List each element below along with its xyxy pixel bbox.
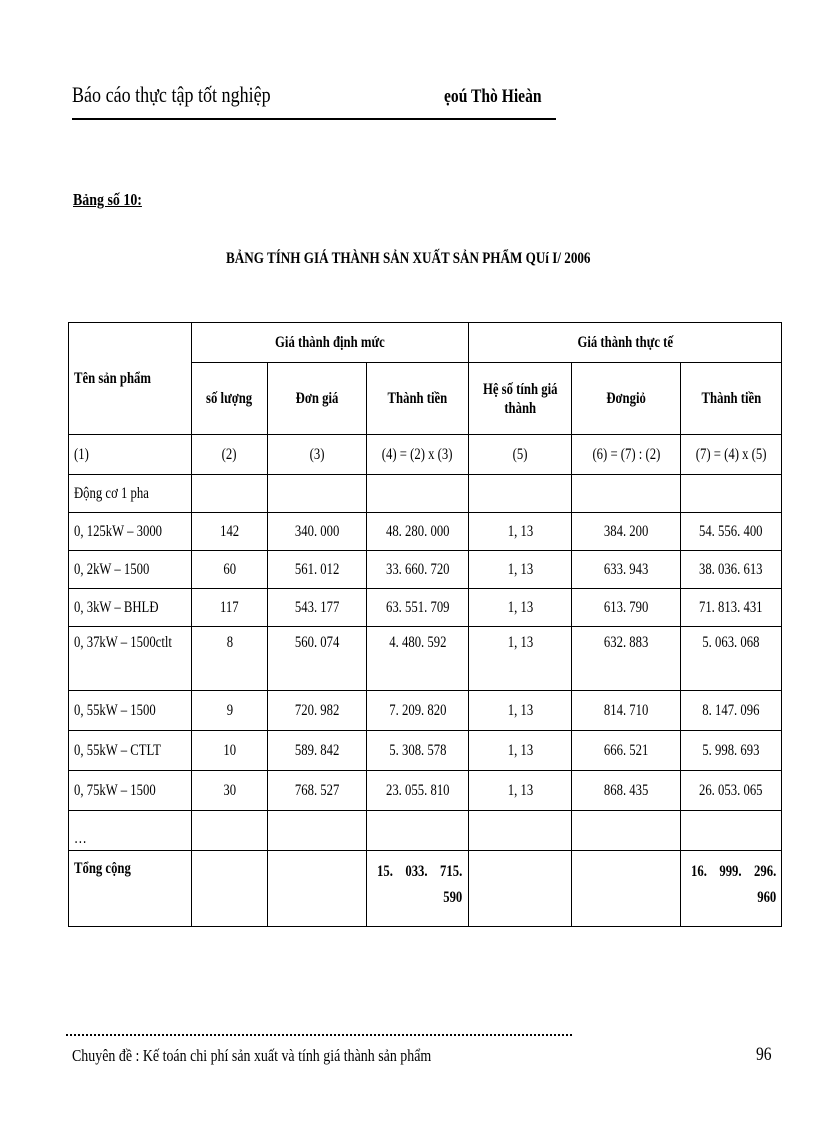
col-header-unit-price: Đơn giá bbox=[268, 363, 367, 435]
index-cell: (3) bbox=[268, 435, 367, 475]
coef-cell: 1, 13 bbox=[469, 589, 572, 627]
actual-amount-cell: 71. 813. 431 bbox=[681, 589, 782, 627]
product-name: 0, 3kW – BHLĐ bbox=[69, 589, 192, 627]
group-row bbox=[69, 475, 782, 513]
col-header-actual-unit: Đơngiỏ bbox=[572, 363, 681, 435]
total-row bbox=[69, 851, 782, 927]
unit-price-cell: 560. 074 bbox=[268, 627, 367, 691]
group-label: Động cơ 1 pha bbox=[69, 475, 192, 513]
header-row-group bbox=[69, 323, 782, 363]
table-row bbox=[69, 691, 782, 731]
actual-unit-cell: 814. 710 bbox=[572, 691, 681, 731]
product-name: 0, 55kW – 1500 bbox=[69, 691, 192, 731]
index-cell: (1) bbox=[69, 435, 192, 475]
footer-topic: Chuyên đề : Kế toán chi phí sản xuất và tính giá thành sản phẩm bbox=[72, 1046, 432, 1065]
product-name: 0, 75kW – 1500 bbox=[69, 771, 192, 811]
report-title: Báo cáo thực tập tốt nghiệp bbox=[72, 82, 271, 107]
amount-cell: 63. 551. 709 bbox=[367, 589, 469, 627]
product-name: 0, 55kW – CTLT bbox=[69, 731, 192, 771]
table-row bbox=[69, 589, 782, 627]
unit-price-cell: 340. 000 bbox=[268, 513, 367, 551]
unit-price-cell: 720. 982 bbox=[268, 691, 367, 731]
actual-unit-cell: 666. 521 bbox=[572, 731, 681, 771]
qty-cell: 10 bbox=[192, 731, 268, 771]
actual-unit-cell: 613. 790 bbox=[572, 589, 681, 627]
coef-cell: 1, 13 bbox=[469, 771, 572, 811]
page-number: 96 bbox=[756, 1044, 772, 1065]
qty-cell: 8 bbox=[192, 627, 268, 691]
actual-unit-cell: 384. 200 bbox=[572, 513, 681, 551]
col-header-coef: Hệ số tính giá thành bbox=[469, 363, 572, 435]
actual-unit-cell: 632. 883 bbox=[572, 627, 681, 691]
footer-divider bbox=[66, 1034, 572, 1036]
table-row bbox=[69, 513, 782, 551]
ellipsis-row bbox=[69, 811, 782, 851]
total-actual-amount: 16. 999. 296. 960 bbox=[681, 851, 782, 927]
page-header bbox=[72, 82, 556, 120]
actual-amount-cell: 54. 556. 400 bbox=[681, 513, 782, 551]
table-row bbox=[69, 627, 782, 691]
col-header-amount: Thành tiền bbox=[367, 363, 469, 435]
actual-unit-cell: 868. 435 bbox=[572, 771, 681, 811]
unit-price-cell: 589. 842 bbox=[268, 731, 367, 771]
qty-cell: 142 bbox=[192, 513, 268, 551]
index-cell: (7) = (4) x (5) bbox=[681, 435, 782, 475]
coef-cell: 1, 13 bbox=[469, 691, 572, 731]
coef-cell: 1, 13 bbox=[469, 627, 572, 691]
index-row bbox=[69, 435, 782, 475]
actual-amount-cell: 5. 063. 068 bbox=[681, 627, 782, 691]
total-norm-amount: 15. 033. 715. 590 bbox=[367, 851, 469, 927]
table-row bbox=[69, 551, 782, 589]
table-row bbox=[69, 731, 782, 771]
product-name: 0, 2kW – 1500 bbox=[69, 551, 192, 589]
table-title bbox=[0, 250, 816, 268]
amount-cell: 48. 280. 000 bbox=[367, 513, 469, 551]
author-name: ẹoú Thò Hieàn bbox=[444, 86, 542, 107]
coef-cell: 1, 13 bbox=[469, 731, 572, 771]
table-row bbox=[69, 771, 782, 811]
amount-cell: 33. 660. 720 bbox=[367, 551, 469, 589]
coef-cell: 1, 13 bbox=[469, 513, 572, 551]
col-group-norm: Giá thành định mức bbox=[192, 323, 469, 363]
actual-amount-cell: 5. 998. 693 bbox=[681, 731, 782, 771]
index-cell: (2) bbox=[192, 435, 268, 475]
actual-unit-cell: 633. 943 bbox=[572, 551, 681, 589]
actual-amount-cell: 26. 053. 065 bbox=[681, 771, 782, 811]
col-header-qty: số lượng bbox=[192, 363, 268, 435]
product-name: 0, 37kW – 1500ctlt bbox=[69, 627, 192, 691]
unit-price-cell: 543. 177 bbox=[268, 589, 367, 627]
amount-cell: 4. 480. 592 bbox=[367, 627, 469, 691]
index-cell: (5) bbox=[469, 435, 572, 475]
index-cell: (4) = (2) x (3) bbox=[367, 435, 469, 475]
index-cell: (6) = (7) : (2) bbox=[572, 435, 681, 475]
qty-cell: 9 bbox=[192, 691, 268, 731]
amount-cell: 23. 055. 810 bbox=[367, 771, 469, 811]
amount-cell: 5. 308. 578 bbox=[367, 731, 469, 771]
col-header-product: Tên sản phẩm bbox=[69, 323, 192, 435]
total-label: Tổng cộng bbox=[69, 851, 192, 927]
col-group-actual: Giá thành thực tế bbox=[469, 323, 782, 363]
coef-cell: 1, 13 bbox=[469, 551, 572, 589]
table-number-label: Bảng số 10: bbox=[73, 190, 142, 209]
actual-amount-cell: 8. 147. 096 bbox=[681, 691, 782, 731]
table-title-text: BẢNG TÍNH GIÁ THÀNH SẢN XUẤT SẢN PHẨM QUí I/ 2006 bbox=[225, 250, 591, 267]
product-name: 0, 125kW – 3000 bbox=[69, 513, 192, 551]
qty-cell: 30 bbox=[192, 771, 268, 811]
unit-price-cell: 561. 012 bbox=[268, 551, 367, 589]
actual-amount-cell: 38. 036. 613 bbox=[681, 551, 782, 589]
ellipsis-cell: … bbox=[69, 811, 192, 851]
amount-cell: 7. 209. 820 bbox=[367, 691, 469, 731]
qty-cell: 60 bbox=[192, 551, 268, 589]
cost-table bbox=[68, 322, 782, 927]
unit-price-cell: 768. 527 bbox=[268, 771, 367, 811]
col-header-actual-amount: Thành tiền bbox=[681, 363, 782, 435]
qty-cell: 117 bbox=[192, 589, 268, 627]
